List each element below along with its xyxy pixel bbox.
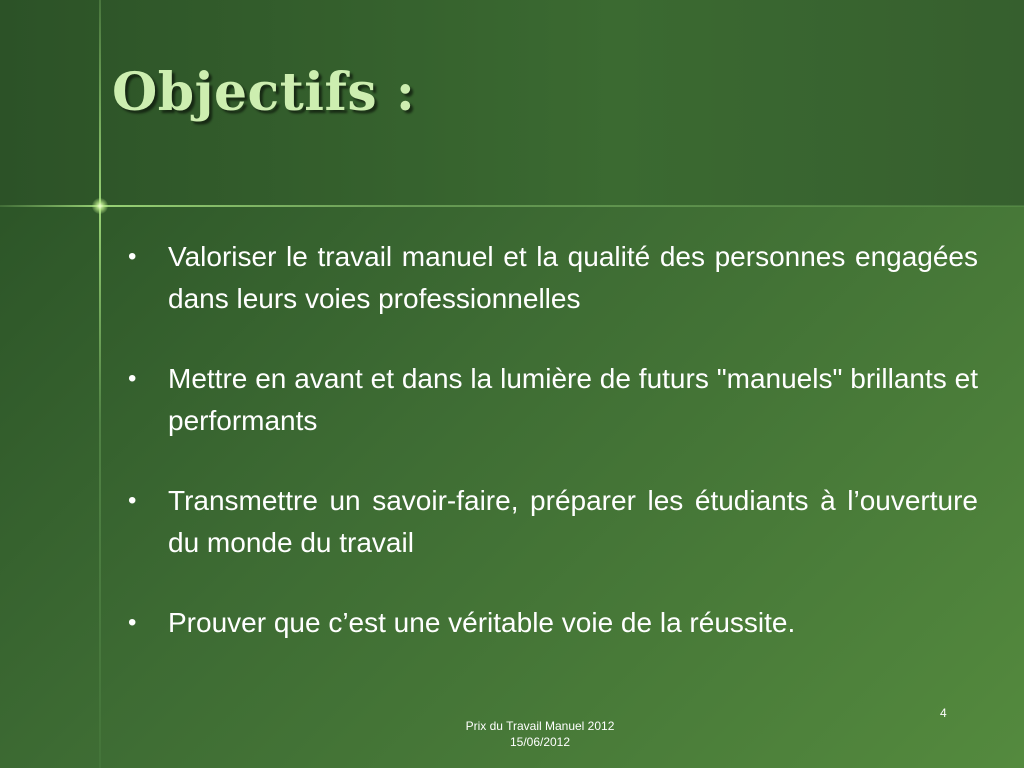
bullet-text: Mettre en avant et dans la lumière de futurs "manuels" brillants et performants xyxy=(168,363,978,436)
bullet-icon: • xyxy=(128,609,137,636)
bullet-item xyxy=(128,358,978,442)
bullet-item xyxy=(128,480,978,564)
slide-title: Objectifs : xyxy=(112,62,416,123)
bullet-text: Prouver que c’est une véritable voie de la réussite. xyxy=(168,607,796,638)
bullet-item xyxy=(128,602,978,644)
decorative-horizontal-line xyxy=(0,205,1024,207)
decorative-vertical-line xyxy=(99,0,101,768)
page-number: 4 xyxy=(940,706,947,720)
decorative-sparkle-icon xyxy=(92,198,108,214)
bullet-text: Transmettre un savoir-faire, préparer les étudiants à l’ouverture du monde du travail xyxy=(168,485,978,558)
bullet-icon: • xyxy=(128,365,137,392)
slide-footer xyxy=(380,718,700,750)
bullet-item xyxy=(128,236,978,320)
bullet-text: Valoriser le travail manuel et la qualité des personnes engagées dans leurs voies professionnelles xyxy=(168,241,978,314)
bullet-list xyxy=(128,236,978,682)
footer-event-name: Prix du Travail Manuel 2012 xyxy=(465,719,615,733)
bullet-icon: • xyxy=(128,487,137,514)
footer-date: 15/06/2012 xyxy=(509,735,571,749)
bullet-icon: • xyxy=(128,243,137,270)
